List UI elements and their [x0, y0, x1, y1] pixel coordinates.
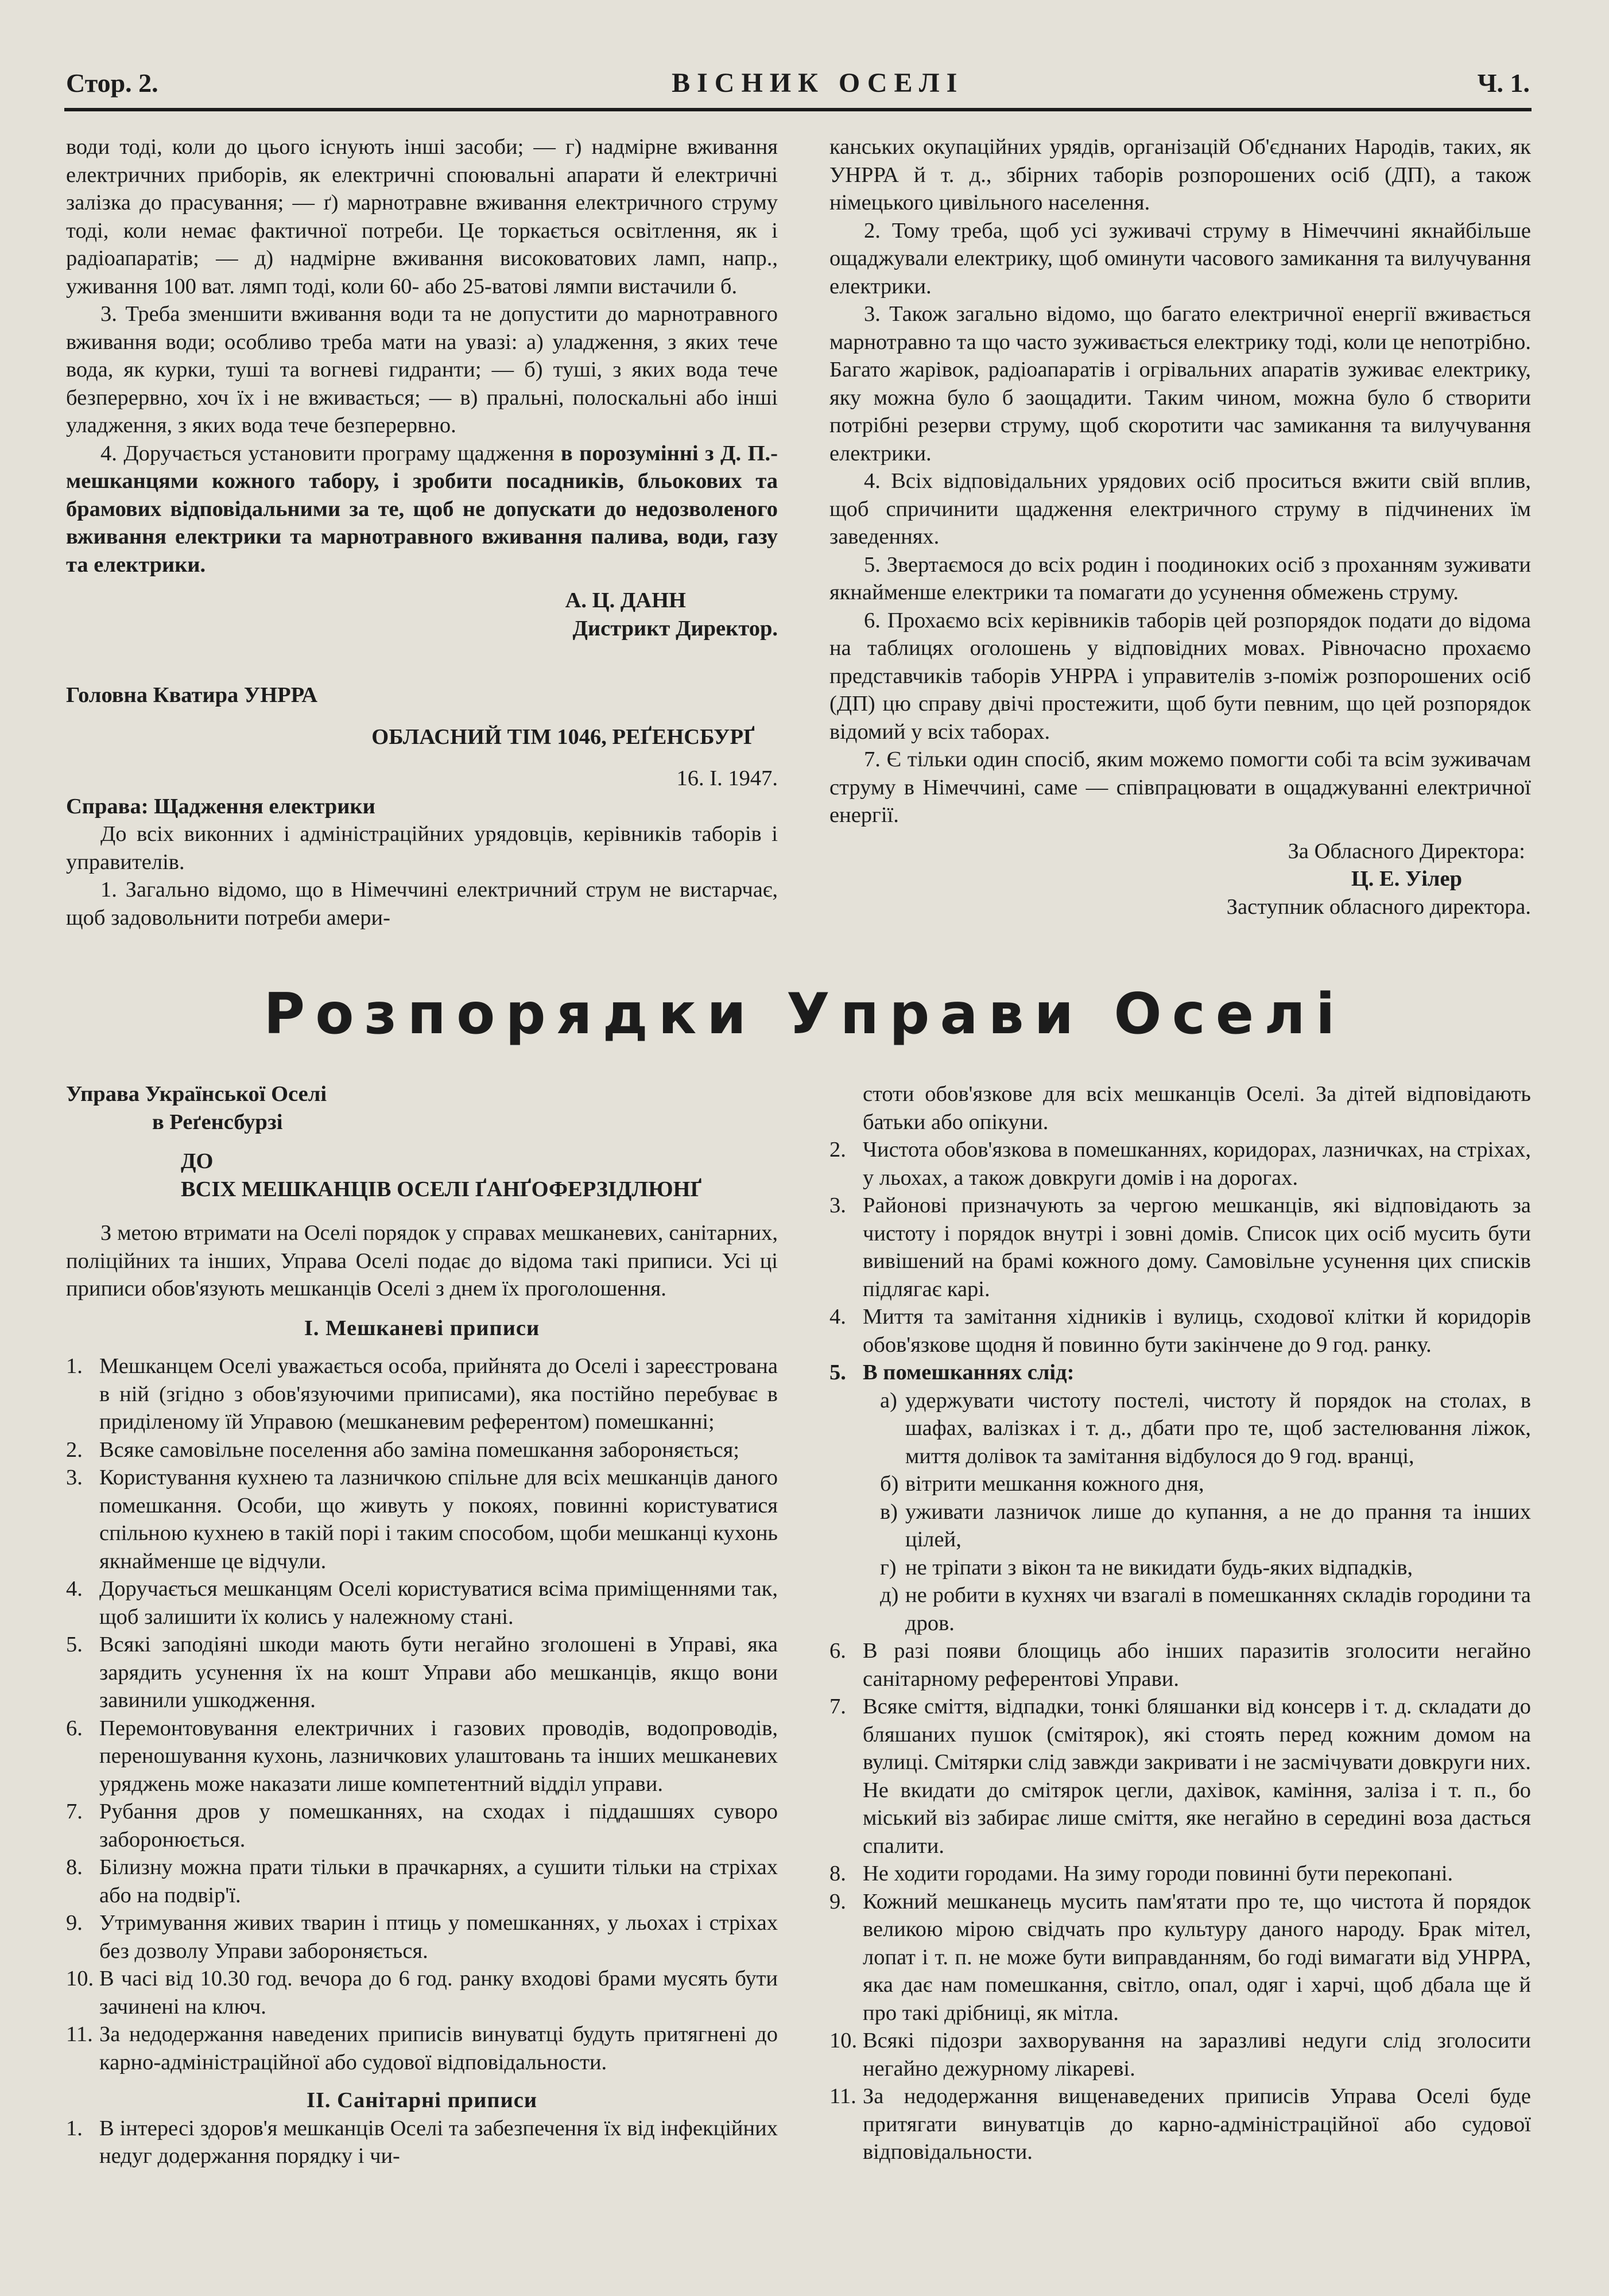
item-number: 3.	[829, 1193, 846, 1217]
subsection-title: ІІ. Санітарні приписи	[306, 2088, 538, 2112]
item-number: 9.	[829, 1889, 846, 1914]
paragraph: 4. Всіх відповідальних урядових осіб проситься вжити свій вплив, щоб спричинити щадження електричного струму в підчинених їм заведеннях.	[829, 469, 1531, 549]
list-item	[829, 1136, 1531, 1192]
item-text: В інтересі здоров'я мешканців Оселі та забезпечення їх від інфекційних недуг додержання порядку і чи-	[99, 2116, 778, 2168]
top-right-column	[829, 133, 1531, 921]
list-item	[829, 2082, 1531, 2166]
paragraph: води тоді, коли до цього існують інші засоби; — г) надмірне вживання електричних приборів, як електричні споювальні апарати й електричні залізка до прасування; — ґ) марнотравне вживання електричного струму тоді, коли немає фактичної потреби. Це торкається освітлення, як і радіоапаратів; — д) надмірне вживання високоватових ламп, напр., уживання 100 ват. лямп тоді, коли 60- або 25-ватові лямпи вистачили б.	[66, 135, 778, 298]
item-number: 7.	[829, 1694, 846, 1719]
sub-item-text: не робити в кухнях чи взагалі в помешканнях складів городини та дров.	[905, 1583, 1531, 1635]
item-text: За недодержання наведених приписів винуватці будуть притягнені до карно-адміністраційної або судової відповідальности.	[99, 2022, 778, 2074]
list-item	[829, 1192, 1531, 1303]
top-left-column	[66, 133, 778, 932]
item-text: Утримування живих тварин і птиць у помешканнях, у льохах і стріхах без дозволу Управи забороняється.	[99, 1911, 778, 1963]
section-title: Розпорядки Управи Оселі	[263, 982, 1346, 1047]
item-text: Всяке самовільне поселення або заміна помешкання забороняється;	[99, 1437, 739, 1462]
addressee-line: ВСІХ МЕШКАНЦІВ ОСЕЛІ ҐАНҐОФЕРЗІДЛЮНҐ	[181, 1177, 702, 1201]
list-item	[66, 2115, 778, 2170]
list-item	[829, 1359, 1531, 1637]
item-number: 3.	[66, 1465, 83, 1490]
addressee-line: ДО	[181, 1149, 214, 1173]
item-text: Районові призначують за чергою мешканців, які відповідають за чистоту і порядок внутрі і зовні домів. Список цих осіб мусить бути вивішений на брамі кожного дому. Самовільне усунення цих списків підлягає карі.	[863, 1193, 1531, 1301]
header-rule	[64, 108, 1532, 111]
signature-name: А. Ц. ДАНН	[565, 588, 686, 612]
newspaper-title: ВІСНИК ОСЕЛІ	[672, 67, 964, 98]
item-number: 6.	[829, 1639, 846, 1663]
item-text: Чистота обов'язкова в помешканнях, коридорах, лазничках, на стріхах, у льохах, а також довкруги домів і на дорогах.	[863, 1138, 1531, 1190]
address-line: До всіх виконних і адміністраційних урядовців, керівників таборів і управителів.	[66, 822, 778, 874]
subject-line: Справа: Щадження електрики	[66, 794, 375, 819]
item-number: 5.	[829, 1360, 846, 1384]
item-number: 11.	[66, 2022, 93, 2046]
document-date: 16. I. 1947.	[676, 766, 778, 790]
signature-name: Ц. Е. Уілер	[1351, 867, 1462, 891]
sub-item	[880, 1498, 1531, 1554]
list-item	[66, 1436, 778, 1464]
sub-item-text: уживати лазничок лише до купання, а не до прання та інших цілей,	[905, 1499, 1531, 1552]
item-text: Всяке сміття, відпадки, тонкі бляшанки від консерв і т. д. складати до бляшаних пушок (смітярок), які стоять перед кожним домом на вулиці. Смітярки слід завжди закривати і не засмічувати довкруги них. Не вкидати до смітярок цегли, дахівок, каміння, заліза і т. п., бо міський віз забирає лише сміття, яке негайно в середині воза дасться спалити.	[863, 1694, 1531, 1858]
list-item	[829, 2027, 1531, 2082]
item-text: Всякі заподіяні шкоди мають бути негайно зголошені в Управі, яка зарядить усунення їх на кошт Управи або мешканців, якщо вони завинили ушкодження.	[99, 1632, 778, 1712]
sub-item	[880, 1581, 1531, 1637]
list-item	[66, 2020, 778, 2076]
sub-item-letter: в)	[880, 1499, 898, 1524]
item-text: Користування кухнею та лазничкою спільне для всіх мешканців даного помешкання. Особи, що живуть у покоях, повинні користуватися спільною кухнею в такій порі і таким способом, щоби мешканці кухонь якнайменше це відчули.	[99, 1465, 778, 1573]
item-number: 8.	[829, 1861, 846, 1886]
paragraph: 5. Звертаємося до всіх родин і поодиноких осіб з проханням зуживати якнайменше електрики та помагати до усунення обмежень струму.	[829, 552, 1531, 604]
sub-item-letter: г)	[880, 1555, 897, 1580]
sub-item-letter: а)	[880, 1388, 897, 1413]
item-number: 11.	[829, 2084, 856, 2108]
list-item	[66, 1464, 778, 1575]
item-number: 9.	[66, 1911, 83, 1935]
sub-item-letter: д)	[880, 1583, 899, 1607]
sub-item	[880, 1554, 1531, 1582]
list-item	[829, 1637, 1531, 1693]
sub-item	[880, 1470, 1531, 1498]
office-line: ОБЛАСНИЙ ТІМ 1046, РЕҐЕНСБУРҐ	[371, 724, 755, 749]
page-number: Стор. 2.	[66, 68, 158, 98]
item-text: Не ходити городами. На зиму городи повинні бути перекопані.	[863, 1861, 1453, 1886]
item-text: В часі від 10.30 год. вечора до 6 год. ранку входові брами мусять бути зачинені на ключ.	[99, 1967, 778, 2019]
list-item	[829, 1303, 1531, 1359]
item-number: 2.	[66, 1437, 83, 1462]
issue-number: Ч. 1.	[1477, 68, 1530, 98]
sub-item	[880, 1387, 1531, 1471]
list-item	[66, 1575, 778, 1631]
sub-item-text: удержувати чистоту постелі, чистоту й порядок на столах, в шафах, валізках і т. д., дбати про те, щоб застелювання ліжок, миття долівок та замітання відбулося до 9 год. вранці,	[905, 1388, 1531, 1468]
paragraph: 3. Треба зменшити вживання води та не допустити до марнотравного вживання води; особливо треба мати на увазі: а) уладження, з яких тече вода, як курки, туші та вогневі гидранти; — б) туші, з яких вода тече безперервно, хоч їх і не вживається; — в) пральні, полоскальні або інші уладження, з яких вода тече безперервно.	[66, 302, 778, 437]
item-text: Рубання дров у помешканнях, на сходах і піддашшях суворо заборонюється.	[99, 1799, 778, 1852]
continued-text: стоти обов'язкове для всіх мешканців Оселі. За дітей відповідають батьки або опікуни.	[863, 1082, 1531, 1134]
item-number: 1.	[66, 2116, 83, 2140]
item-text: Всякі підозри захворування на заразливі недуги слід зголосити негайно дежурному лікареві.	[863, 2029, 1531, 2081]
subsection-title: І. Мешканеві приписи	[304, 1316, 540, 1340]
list-item	[829, 1860, 1531, 1888]
list-item	[66, 1715, 778, 1798]
item-text: Мешканцем Оселі уважається особа, прийнята до Оселі і зареєстрована в ній (згідно з обов'язуючими приписами), яка постійно перебуває в приділеному їй Управою (мешканевим референтом) помешканні;	[99, 1354, 778, 1434]
list-item	[66, 1909, 778, 1965]
paragraph: 3. Також загально відомо, що багато електричної енергії вживається марнотравно та що часто зуживається електрику тоді, коли це непотрібно. Багато жарівок, радіоапаратів і огрівальних апаратів зуживає електрику, яку можна було б заощадити. Таким чином, можна було б створити потрібні резерви струму, щоб скоротити час замикання та вилучування електрики.	[829, 302, 1531, 466]
item-text: Перемонтовування електричних і газових проводів, водопроводів, переношування кухонь, лазничкових улаштовань та інших мешканевих уряджень може наказати лише компетентний відділ управи.	[99, 1716, 778, 1796]
list-item	[66, 1798, 778, 1853]
item-text: За недодержання вищенаведених приписів Управа Оселі буде притягати винуватців до карно-адміністраційної або судової відповідальности.	[863, 2084, 1531, 2164]
paragraph: 7. Є тільки один спосіб, яким можемо помогти собі та всім зуживачам струму в Німеччині, саме — співпрацювати в ощаджуванні електричної енергії.	[829, 747, 1531, 827]
bottom-right-column	[829, 1080, 1531, 2166]
item-text: Білизну можна прати тільки в прачкарнях, а сушити тільки на стріхах або на подвір'ї.	[99, 1855, 778, 1907]
signature-title: Заступник обласного директора.	[1226, 894, 1531, 919]
item-number: 5.	[66, 1632, 83, 1657]
item-text: Кожний мешканець мусить пам'ятати про те, що чистота й порядок великою мірою свідчать про культуру даного народу. Брак мітел, лопат і т. п. не може бути виправданням, бо годі вимагати від УНРРА, яка дає нам помешкання, світло, опал, одяг і харчі, щоб дбала ще й про такі дрібниці, як мітла.	[863, 1889, 1531, 2025]
org-line: Управа Української Оселі	[66, 1082, 327, 1106]
intro-paragraph: З метою втримати на Оселі порядок у справах мешканевих, санітарних, поліційних та інших, Управа Оселі подає до відома такі приписи. Усі ці приписи обов'язують мешканців Оселі з днем їх проголошення.	[66, 1221, 778, 1301]
item-text: Миття та замітання хідників і вулиць, сходової клітки й коридорів обов'язкове щодня й повинно бути закінчене до 9 год. ранку.	[863, 1305, 1531, 1357]
item-text: Доручається мешканцям Оселі користуватися всіма приміщеннями так, щоб залишити їх колись у належному стані.	[99, 1577, 778, 1629]
item-number: 1.	[66, 1354, 83, 1378]
list-item	[66, 1853, 778, 1909]
item-number: 4.	[829, 1305, 846, 1329]
page-header	[66, 62, 1530, 103]
list-item	[66, 1631, 778, 1715]
list-item	[829, 1888, 1531, 2027]
sub-item-letter: б)	[880, 1472, 899, 1496]
paragraph: 6. Прохаємо всіх керівників таборів цей розпорядок подати до відома на таблицях оголошень у відповідних мовах. Рівночасно прохаємо представчиків таборів УНРРА і управителів з-поміж розпорошених осіб (ДП) цю справу двічі простежити, щоб бути певним, що цей розпорядок відомий у всіх таборах.	[829, 608, 1531, 744]
item-number: 7.	[66, 1799, 83, 1824]
item-number: 10.	[829, 2029, 858, 2053]
item-text: В разі появи блощиць або інших паразитів зголосити негайно санітарному референтові Управи.	[863, 1639, 1531, 1691]
paragraph	[66, 440, 778, 579]
hq-line: Головна Кватира УНРРА	[66, 683, 318, 707]
item-number: 2.	[829, 1138, 846, 1162]
paragraph-bold-text: в порозумінні з Д. П.-мешканцями кожного табору, і зробити посадників, бльокових та брамових відповідальними за те, щоб не допускати до недозволеного вживання електрики та марнотравного вживання палива, води, газу та електрики.	[66, 441, 778, 577]
item-number: 10.	[66, 1967, 94, 1991]
residential-rules-list	[66, 1352, 778, 2076]
paragraph: канських окупаційних урядів, організацій Об'єднаних Народів, таких, як УНРРА й т. д., збірних таборів розпорошених осіб (ДП), а також німецького цивільного населення.	[829, 135, 1531, 215]
paragraph: 1. Загально відомо, що в Німеччині електричний струм не вистарчає, щоб задовольнити потреби амери-	[66, 878, 778, 930]
sub-item-text: вітрити мешкання кожного дня,	[905, 1472, 1204, 1496]
sanitary-rules-list	[66, 2115, 778, 2170]
list-item	[66, 1352, 778, 1436]
list-item	[829, 1693, 1531, 1860]
item-number: 8.	[66, 1855, 83, 1879]
for-director-line: За Обласного Директора:	[1288, 839, 1525, 863]
paragraph-text: 4. Доручається установити програму щадження	[100, 441, 555, 466]
sanitary-rules-list-continued	[829, 1136, 1531, 2166]
item-number: 6.	[66, 1716, 83, 1740]
item-number: 4.	[66, 1577, 83, 1601]
sub-list	[863, 1387, 1531, 1638]
bottom-left-column	[66, 1080, 778, 2170]
list-item	[66, 1965, 778, 2020]
org-city-line: в Реґенсбурзі	[152, 1110, 283, 1134]
item-heading: В помешканнях слід:	[863, 1360, 1075, 1384]
paragraph: 2. Тому треба, щоб усі зуживачі струму в Німеччині якнайбільше ощаджували електрику, щоб оминути часового замикання та вилучування електрики.	[829, 218, 1531, 298]
sub-item-text: не тріпати з вікон та не викидати будь-яких відпадків,	[905, 1555, 1413, 1580]
signature-title: Дистрикт Директор.	[572, 616, 778, 641]
